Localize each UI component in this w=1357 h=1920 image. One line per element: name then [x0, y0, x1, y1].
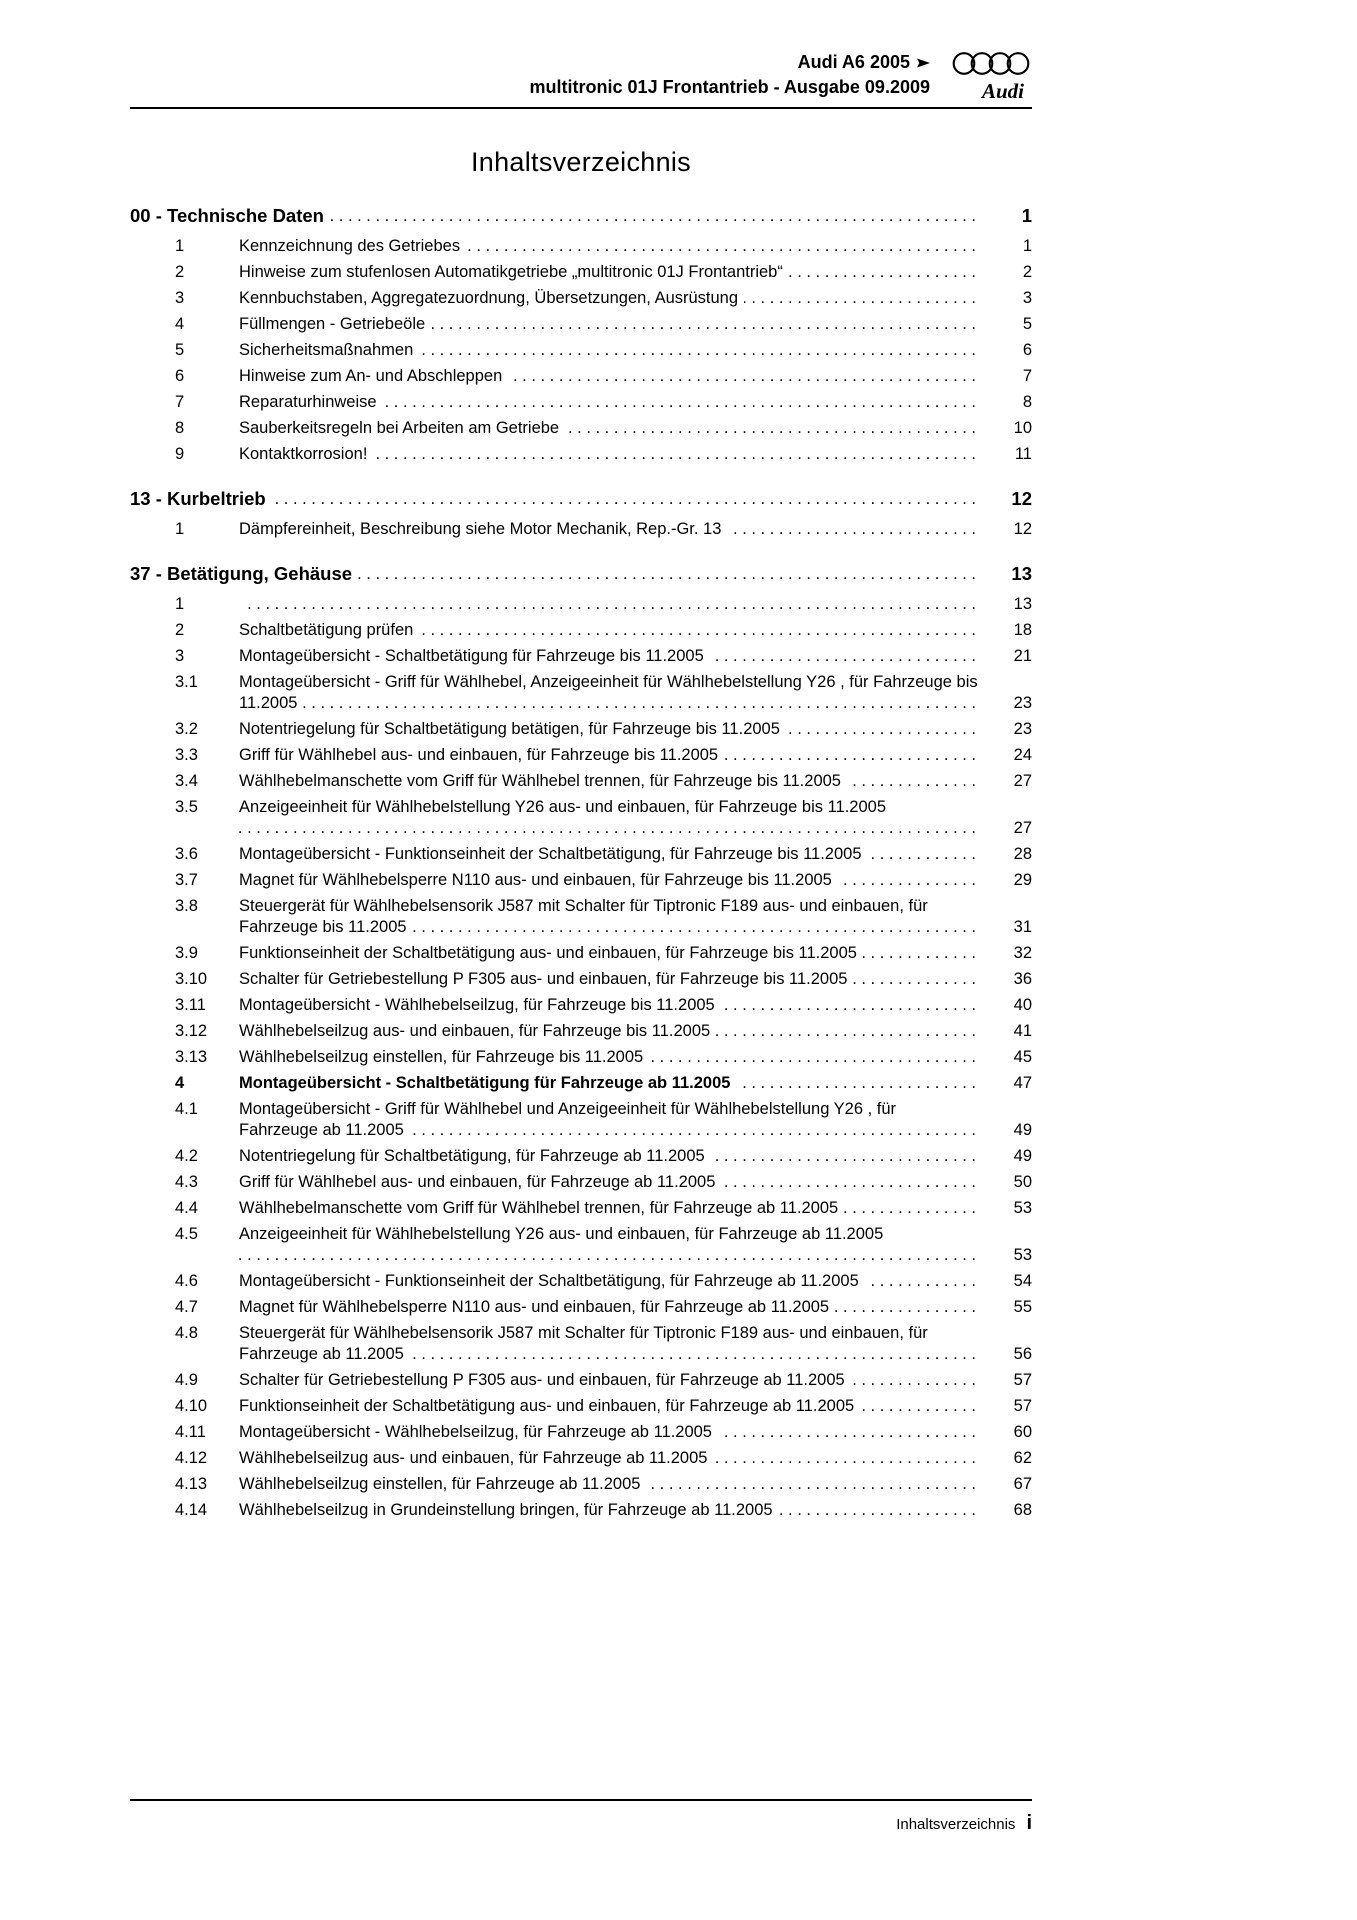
toc-entry-title	[239, 595, 245, 613]
toc-section	[130, 204, 1032, 465]
footer-label: Inhaltsverzeichnis	[896, 1816, 1016, 1833]
toc-entry-page: 23	[1013, 720, 1032, 738]
toc-entry-title: Wählhebelseilzug aus- und einbauen, für Fahrzeuge ab 11.2005	[239, 1449, 713, 1467]
toc-entry-page: 60	[1013, 1423, 1032, 1441]
toc-entry-body	[239, 519, 978, 540]
toc-entry-page: 6	[1022, 341, 1032, 359]
toc-entry-row	[130, 262, 1032, 283]
toc-entry-row	[130, 1297, 1032, 1318]
toc-entry-page: 27	[1013, 819, 1032, 837]
toc-entry-page: 56	[1013, 1345, 1032, 1363]
toc-entry-title: Wählhebelseilzug einstellen, für Fahrzeuge ab 11.2005	[239, 1475, 646, 1493]
toc-entry-row	[130, 1474, 1032, 1495]
toc-entry-page: 67	[1013, 1475, 1032, 1493]
toc-entry-title: Schaltbetätigung prüfen	[239, 621, 419, 639]
toc-entry-title: Griff für Wählhebel aus- und einbauen, für Fahrzeuge ab 11.2005	[239, 1173, 721, 1191]
toc-entry-title: Steuergerät für Wählhebelsensorik J587 mit Schalter für Tiptronic F189 aus- und einbauen, für Fahrzeuge ab 11.2005	[239, 1324, 928, 1363]
toc-entry-body	[239, 1047, 978, 1068]
toc-entry-row	[130, 1500, 1032, 1521]
toc-entry-title: Montageübersicht - Wählhebelseilzug, für Fahrzeuge bis 11.2005	[239, 996, 721, 1014]
toc-entry-page: 24	[1013, 746, 1032, 764]
toc-entry-row	[130, 1370, 1032, 1391]
toc-entry-title: Notentriegelung für Schaltbetätigung betätigen, für Fahrzeuge bis 11.2005	[239, 720, 786, 738]
toc-entry-number: 9	[175, 445, 185, 463]
toc-entry-page: 29	[1013, 871, 1032, 889]
toc-entry-page: 45	[1013, 1048, 1032, 1066]
toc-entry-number: 4.13	[175, 1475, 208, 1493]
toc-entry-body	[130, 487, 978, 510]
toc-entry-body	[239, 1099, 978, 1141]
toc-entry-title: Hinweise zum stufenlosen Automatikgetriebe „multitronic 01J Frontantrieb“	[239, 263, 789, 281]
toc-entry-body	[239, 1396, 978, 1417]
toc-entry-body	[239, 1297, 978, 1318]
toc-entry-number: 2	[175, 621, 185, 639]
toc-entry-number: 3.13	[175, 1048, 208, 1066]
toc-entry-title: Wählhebelseilzug in Grundeinstellung bringen, für Fahrzeuge ab 11.2005	[239, 1501, 779, 1519]
toc-entry-page: 2	[1022, 263, 1032, 281]
toc-chapter-page: 1	[1021, 205, 1032, 226]
toc-entry-row	[130, 444, 1032, 465]
toc-entry-page: 7	[1022, 367, 1032, 385]
toc-entry-row	[130, 519, 1032, 540]
toc-entry-title: Dämpfereinheit, Beschreibung siehe Motor Mechanik, Rep.-Gr. 13	[239, 520, 727, 538]
toc-entry-row	[130, 1198, 1032, 1219]
toc-entry-title: Füllmengen - Getriebeöle	[239, 315, 431, 333]
toc-entry-number: 3.6	[175, 845, 198, 863]
toc-entry-number: 3.1	[175, 673, 198, 691]
toc-entry-title: Notentriegelung für Schaltbetätigung, für Fahrzeuge ab 11.2005	[239, 1147, 711, 1165]
toc-entry-row	[130, 646, 1032, 667]
toc-entry-title: Montageübersicht - Funktionseinheit der Schaltbetätigung, für Fahrzeuge ab 11.2005	[239, 1272, 865, 1290]
toc-entry-number: 4	[175, 1074, 185, 1092]
toc-entry-row	[130, 1224, 1032, 1266]
toc-entry-title: Sicherheitsmaßnahmen	[239, 341, 419, 359]
toc-entry-page: 28	[1013, 845, 1032, 863]
toc-entry-number: 3.9	[175, 944, 198, 962]
toc-entry-page: 55	[1013, 1298, 1032, 1316]
toc-entry-row	[130, 236, 1032, 257]
toc-chapter-row	[130, 204, 1032, 227]
toc-entry-row	[130, 366, 1032, 387]
toc-entry-row	[130, 943, 1032, 964]
footer-rule	[130, 1799, 1032, 1801]
toc-entry-number: 4.1	[175, 1100, 198, 1118]
toc-entry-page: 54	[1013, 1272, 1032, 1290]
toc-entry-body	[239, 1500, 978, 1521]
toc-entry-number: 4	[175, 315, 185, 333]
toc-entry-row	[130, 1323, 1032, 1365]
toc-entry-number: 3	[175, 647, 185, 665]
toc-entry-title: Montageübersicht - Funktionseinheit der Schaltbetätigung, für Fahrzeuge bis 11.2005	[239, 845, 868, 863]
toc-entry-row	[130, 672, 1032, 714]
toc-entry-number: 1	[175, 520, 185, 538]
toc-entry-number: 4.7	[175, 1298, 198, 1316]
toc-entry-page: 27	[1013, 772, 1032, 790]
toc-entry-body	[239, 262, 978, 283]
toc-entry-title: Magnet für Wählhebelsperre N110 aus- und einbauen, für Fahrzeuge ab 11.2005	[239, 1298, 835, 1316]
toc-entry-title: Kennzeichnung des Getriebes	[239, 237, 466, 255]
toc-entry-title: Magnet für Wählhebelsperre N110 aus- und einbauen, für Fahrzeuge bis 11.2005	[239, 871, 838, 889]
toc-entry-body	[239, 366, 978, 387]
toc-entry-number: 3	[175, 289, 185, 307]
toc-entry-body	[239, 646, 978, 667]
toc-entry-number: 4.3	[175, 1173, 198, 1191]
toc-entry-title: Hinweise zum An- und Abschleppen	[239, 367, 508, 385]
toc-entry-body	[239, 771, 978, 792]
toc-chapter-title: 00 - Technische Daten	[130, 205, 330, 226]
toc-entry-title: Kennbuchstaben, Aggregatezuordnung, Übersetzungen, Ausrüstung	[239, 289, 744, 307]
toc-entry-number: 4.10	[175, 1397, 208, 1415]
toc-entry-page: 23	[1013, 694, 1032, 712]
toc-entry-title: Wählhebelmanschette vom Griff für Wählhebel trennen, für Fahrzeuge bis 11.2005	[239, 772, 847, 790]
toc-entry-row	[130, 1422, 1032, 1443]
toc-entry-row	[130, 870, 1032, 891]
toc-entry-body	[239, 870, 978, 891]
toc-entry-body	[239, 1172, 978, 1193]
toc-entry-title: Wählhebelseilzug aus- und einbauen, für Fahrzeuge bis 11.2005	[239, 1022, 716, 1040]
toc-entry-page: 11	[1014, 445, 1032, 463]
toc-entry-number: 4.4	[175, 1199, 198, 1217]
right-arrowhead-icon	[917, 57, 930, 69]
toc-chapter-title: 37 - Betätigung, Gehäuse	[130, 563, 358, 584]
toc-entry-page: 68	[1013, 1501, 1032, 1519]
toc-entry-number: 3.12	[175, 1022, 208, 1040]
toc-entry-body	[239, 719, 978, 740]
toc-entry-number: 3.3	[175, 746, 198, 764]
toc-entry-title: Wählhebelmanschette vom Griff für Wählhebel trennen, für Fahrzeuge ab 11.2005	[239, 1199, 844, 1217]
toc-entry-body	[239, 314, 978, 335]
header-subtitle: multitronic 01J Frontantrieb - Ausgabe 09.2009	[529, 77, 930, 97]
toc-entry-number: 8	[175, 419, 185, 437]
toc-entry-body	[130, 204, 978, 227]
toc-entry-page: 57	[1013, 1371, 1032, 1389]
toc-entry-title: Sauberkeitsregeln bei Arbeiten am Getriebe	[239, 419, 565, 437]
toc-entry-page: 31	[1013, 918, 1032, 936]
toc-entry-body	[239, 797, 978, 839]
toc-entry-body	[239, 340, 978, 361]
toc-entry-row	[130, 1099, 1032, 1141]
audi-rings-icon	[952, 50, 1030, 77]
toc-entry-title: Funktionseinheit der Schaltbetätigung aus- und einbauen, für Fahrzeuge bis 11.2005	[239, 944, 863, 962]
header-model-text: Audi A6 2005	[797, 52, 910, 72]
toc-entry-body	[239, 1198, 978, 1219]
toc-entry-page: 10	[1013, 419, 1032, 437]
toc-entry-page: 50	[1013, 1173, 1032, 1191]
toc-entry-row	[130, 340, 1032, 361]
toc-entry-page: 1	[1022, 237, 1032, 255]
toc-entry-body	[239, 1146, 978, 1167]
toc-entry-body	[239, 1448, 978, 1469]
toc-entry-title: Schalter für Getriebestellung P F305 aus- und einbauen, für Fahrzeuge bis 11.2005	[239, 970, 853, 988]
toc-entry-page: 12	[1013, 520, 1032, 538]
toc-entry-row	[130, 995, 1032, 1016]
toc-entry-row	[130, 594, 1032, 615]
header-rule	[130, 107, 1032, 109]
toc-entry-body	[239, 745, 978, 766]
toc-entry-row	[130, 418, 1032, 439]
toc-entry-body	[239, 594, 978, 615]
toc-entry-page: 13	[1013, 595, 1032, 613]
toc-entry-page: 53	[1013, 1199, 1032, 1217]
toc-entry-row	[130, 1448, 1032, 1469]
toc-entry-page: 18	[1013, 621, 1032, 639]
toc-entry-body	[239, 1021, 978, 1042]
toc-entry-body	[239, 969, 978, 990]
toc-entry-body	[130, 562, 978, 585]
toc-entry-title: Reparaturhinweise	[239, 393, 383, 411]
toc-chapter-row	[130, 562, 1032, 585]
toc-entry-row	[130, 620, 1032, 641]
toc-entry-row	[130, 771, 1032, 792]
toc-entry-number: 3.4	[175, 772, 198, 790]
toc-entry-number: 5	[175, 341, 185, 359]
toc-entry-page: 62	[1013, 1449, 1032, 1467]
toc-entry-number: 3.10	[175, 970, 208, 988]
toc-entry-row	[130, 1021, 1032, 1042]
toc-entry-number: 6	[175, 367, 185, 385]
toc-entry-page: 32	[1013, 944, 1032, 962]
toc-entry-number: 3.5	[175, 798, 198, 816]
brand-block	[952, 50, 1032, 102]
toc-entry-row	[130, 969, 1032, 990]
toc-entry-page: 5	[1022, 315, 1032, 333]
toc-entry-page: 57	[1013, 1397, 1032, 1415]
toc-entry-body	[239, 236, 978, 257]
toc-entry-number: 4.9	[175, 1371, 198, 1389]
toc-entry-body	[239, 995, 978, 1016]
toc-entry-title: Griff für Wählhebel aus- und einbauen, für Fahrzeuge bis 11.2005	[239, 746, 724, 764]
toc-entry-title: Wählhebelseilzug einstellen, für Fahrzeuge bis 11.2005	[239, 1048, 649, 1066]
toc-entry-title: Anzeigeeinheit für Wählhebelstellung Y26 aus- und einbauen, für Fahrzeuge bis 11.2005	[239, 798, 892, 816]
toc-section	[130, 562, 1032, 1521]
toc-entry-row	[130, 392, 1032, 413]
page-header	[130, 50, 1032, 102]
toc-entry-number: 4.8	[175, 1324, 198, 1342]
toc-chapter-page: 12	[1011, 488, 1032, 509]
toc-entry-body	[239, 620, 978, 641]
toc-entry-title: Montageübersicht - Wählhebelseilzug, für Fahrzeuge ab 11.2005	[239, 1423, 718, 1441]
toc-entry-body	[239, 392, 978, 413]
toc-entry-body	[239, 444, 978, 465]
toc-chapter-page: 13	[1011, 563, 1032, 584]
toc-entry-page: 3	[1022, 289, 1032, 307]
toc-entry-page: 53	[1013, 1246, 1032, 1264]
toc-entry-row	[130, 1172, 1032, 1193]
toc-entry-body	[239, 1073, 978, 1094]
toc-entry-body	[239, 1474, 978, 1495]
toc-entry-page: 40	[1013, 996, 1032, 1014]
toc-entry-body	[239, 672, 978, 714]
toc-entry-number: 4.12	[175, 1449, 208, 1467]
toc-entry-row	[130, 719, 1032, 740]
footer-page-number: i	[1026, 1812, 1032, 1834]
toc-entry-page: 36	[1013, 970, 1032, 988]
toc-entry-row	[130, 1271, 1032, 1292]
toc-entry-number: 3.8	[175, 897, 198, 915]
toc-chapter-title: 13 - Kurbeltrieb	[130, 488, 272, 509]
header-text-block	[530, 50, 930, 100]
toc-entry-number: 3.7	[175, 871, 198, 889]
toc-entry-row	[130, 1047, 1032, 1068]
toc-entry-row	[130, 797, 1032, 839]
toc-entry-number: 4.5	[175, 1225, 198, 1243]
page-footer	[896, 1812, 1032, 1835]
toc-entry-row	[130, 314, 1032, 335]
toc-entry-page: 8	[1022, 393, 1032, 411]
toc-entry-body	[239, 1370, 978, 1391]
toc-entry-row	[130, 1146, 1032, 1167]
toc-entry-page: 41	[1013, 1022, 1032, 1040]
toc-entry-page: 49	[1013, 1147, 1032, 1165]
toc-entry-number: 3.2	[175, 720, 198, 738]
header-model-line	[530, 50, 930, 75]
toc-entry-row	[130, 1396, 1032, 1417]
toc-entry-title: Schalter für Getriebestellung P F305 aus- und einbauen, für Fahrzeuge ab 11.2005	[239, 1371, 851, 1389]
toc-entry-body	[239, 1422, 978, 1443]
table-of-contents	[130, 204, 1032, 1521]
toc-entry-body	[239, 1271, 978, 1292]
toc-entry-title: Montageübersicht - Schaltbetätigung für Fahrzeuge bis 11.2005	[239, 647, 710, 665]
toc-entry-number: 4.14	[175, 1501, 208, 1519]
toc-entry-body	[239, 288, 978, 309]
toc-entry-row	[130, 1073, 1032, 1094]
toc-entry-body	[239, 1224, 978, 1266]
audi-wordmark: Audi	[981, 79, 1024, 103]
toc-entry-title: Montageübersicht - Griff für Wählhebel und Anzeigeeinheit für Wählhebelstellung Y26 , für Fahrzeuge ab 11.2005	[239, 1100, 897, 1139]
toc-entry-page: 47	[1013, 1074, 1032, 1092]
toc-section	[130, 487, 1032, 540]
toc-entry-page: 49	[1013, 1121, 1032, 1139]
toc-entry-title: Funktionseinheit der Schaltbetätigung aus- und einbauen, für Fahrzeuge ab 11.2005	[239, 1397, 860, 1415]
toc-entry-title: Steuergerät für Wählhebelsensorik J587 mit Schalter für Tiptronic F189 aus- und einbauen, für Fahrzeuge bis 11.2005	[239, 897, 928, 936]
toc-entry-row	[130, 844, 1032, 865]
toc-entry-row	[130, 896, 1032, 938]
toc-entry-body	[239, 943, 978, 964]
toc-entry-body	[239, 896, 978, 938]
toc-entry-title: Montageübersicht - Griff für Wählhebel, Anzeigeeinheit für Wählhebelstellung Y26 , für Fahrzeuge bis 11.2005	[239, 673, 978, 712]
toc-entry-number: 1	[175, 595, 185, 613]
toc-entry-title: Montageübersicht - Schaltbetätigung für Fahrzeuge ab 11.2005	[239, 1074, 736, 1092]
toc-entry-title: Anzeigeeinheit für Wählhebelstellung Y26 aus- und einbauen, für Fahrzeuge ab 11.2005	[239, 1225, 889, 1243]
toc-entry-body	[239, 418, 978, 439]
toc-entry-page: 21	[1013, 647, 1032, 665]
toc-entry-number: 3.11	[175, 996, 206, 1014]
toc-entry-number: 4.6	[175, 1272, 198, 1290]
toc-entry-number: 1	[175, 237, 185, 255]
toc-entry-number: 4.11	[175, 1423, 206, 1441]
toc-entry-number: 7	[175, 393, 185, 411]
toc-entry-number: 4.2	[175, 1147, 198, 1165]
toc-entry-number: 2	[175, 263, 185, 281]
toc-entry-row	[130, 288, 1032, 309]
toc-chapter-row	[130, 487, 1032, 510]
toc-entry-body	[239, 844, 978, 865]
page-title: Inhaltsverzeichnis	[470, 147, 691, 177]
toc-entry-row	[130, 745, 1032, 766]
toc-entry-title: Kontaktkorrosion!	[239, 445, 373, 463]
toc-entry-body	[239, 1323, 978, 1365]
